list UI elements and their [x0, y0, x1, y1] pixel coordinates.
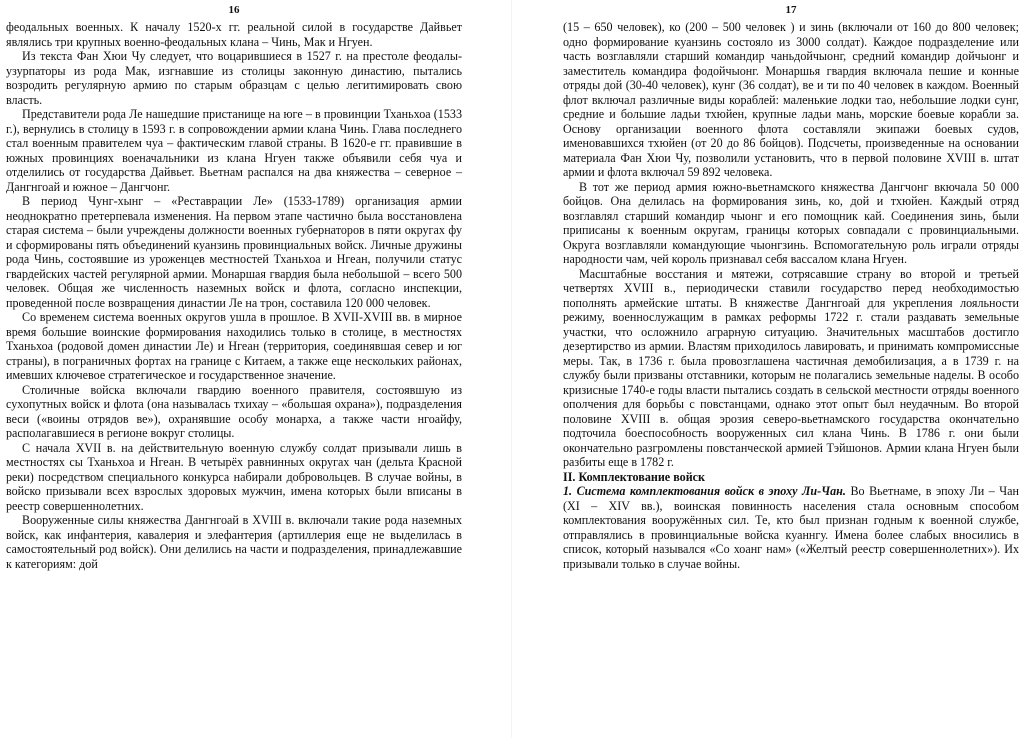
- paragraph: С начала XVII в. на действительную военную службу солдат призывали лишь в местностях сы Тханьхоа и Нгеан. В четырёх равнинных округах чан (дельта Красной реки) посредством специального конкурса набирали добровольцев. В случае войны, в войско призывали всех взрослых здоровых мужчин, имена которых были вписаны в реестр совершеннолетних.: [6, 440, 462, 513]
- paragraph: Масштабные восстания и мятежи, сотрясавшие страну во второй и третьей четвертях XVIII в., периодически ставили государство перед необходимостью пополнять армейские штаты. В княжестве Дангнгоай для укрепления лояльности режиму, военнослужащим в рамках реформы 1722 г. стали раздавать земельные участки, что осложнило аграрную ситуацию. Значительных масштабов достигло дезертирство из армии. Властям приходилось лавировать, и принимать компромиссные меры. Так, в 1736 г. была провозглашена частичная демобилизация, а в 1739 г. на службу были призваны отставники, которым не полагались земельные наделы. В особо кризисные 1740-е годы власти пытались создать в сельской местности отряды военного ополчения для борьбы с повстанцами, однако этот опыт был неудачным. Во второй половине XVIII в. общая эрозия северо-вьетнамского государства окончательно подточила боеспособность вооруженных сил клана Чинь. В 1786 г. они были окончательно разгромлены повстанческой армией Тэйшонов. Армии клана Нгуен были разбиты еще в 1782 г.: [563, 266, 1019, 469]
- page-gutter: [511, 0, 512, 738]
- subsection-paragraph: [563, 484, 1019, 571]
- paragraph: В период Чунг-хынг – «Реставрации Ле» (1533-1789) организация армии неоднократно претерпевала изменения. На первом этапе частично была восстановлена старая система – были учреждены должности военных губернаторов в пяти округах фу и сформированы пять объединений куанзинь провинциальных войск. Личные дружины рода Чинь, состоявшие из уроженцев местностей Тханьхоа и Нгеан, получили статус гвардейских частей регулярной армии. Монаршая гвардия была небольшой – всего 500 человек. Общая же численность наземных войск и флота, согласно инспекции, проведенной после возвращения династии Ле на трон, составила 120 000 человек.: [6, 194, 462, 310]
- page-number: 17: [785, 4, 797, 16]
- subsection-text: Во Вьетнаме, в эпоху Ли – Чан (XI – XIV вв.), воинская повинность населения стала основным способом комплектования вооружённых сил. Те, кто был признан годным к военной службе, отправлялись в провинциальные войска куаннгу. Имена более слабых вносились в список, который назывался «Со хоанг нам» («Желтый реестр совершеннолетних»). Их призывали только в случае войны.: [563, 484, 1019, 571]
- right-page: [563, 0, 1019, 738]
- paragraph: Столичные войска включали гвардию военного правителя, состоявшую из сухопутных войск и флота (она называлась тхихау – «большая охрана»), подразделения веси («воины отрядов ве»), охранявшие особу монарха, а также части нгоайфу, располагавшиеся в регионе вокруг столицы.: [6, 382, 462, 440]
- page-number: 16: [228, 4, 240, 16]
- paragraph: Из текста Фан Хюи Чу следует, что воцарившиеся в 1527 г. на престоле феодалы-узурпаторы из рода Мак, изгнавшие из столицы законную династию, пытались возродить регулярную армию по старым образцам с целью легитимировать свою власть.: [6, 49, 462, 107]
- paragraph: (15 – 650 человек), ко (200 – 500 человек ) и зинь (включали от 160 до 800 человек; одно формирование куанзинь состояло из 3000 солдат). Каждое подразделение или часть возглавляли старший командир чаньдойчыонг, средний командир дойчыонг и заместитель командира фодойчыонг. Монаршья гвардия включала пешие и конные отряды дой (30-40 человек), кунг (36 солдат), ве и ти по 40 человек в каждом. Военный флот включал различные виды кораблей: маленькие лодки тао, небольшие лодки сунг, средние и большие ладьи тхюйен, крупные ладьи мань, морские боевые корабли за. Основу организации военного флота составляли экипажи боевых судов, именовавшихся тхюйен (от 20 до 86 бойцов). Подсчеты, произведенные на основании материала Фан Хюи Чу, позволили установить, что в первой половине XVIII в. штат армии и флота включал 59 892 человека.: [563, 20, 1019, 179]
- paragraph: Вооруженные силы княжества Дангнгоай в XVIII в. включали такие рода наземных войск, как инфантерия, кавалерия и элефантерия (артиллерия еще не выделилась в самостоятельный род войск). Они делились на части и подразделения, принадлежавшие к категориям: дой: [6, 513, 462, 571]
- paragraph: Со временем система военных округов ушла в прошлое. В XVII-XVIII вв. в мирное время большие воинские формирования находились только в столице, в местностях Тханьхоа (родовой домен династии Ле) и Нгеан (территория, соединявшая север и юг страны), в пограничных фортах на границе с Китаем, а также еще нескольких районах, имевших ключевое стратегическое и государственное значение.: [6, 310, 462, 382]
- section-heading: II. Комплектование войск: [563, 469, 706, 484]
- paragraph: феодальных военных. К началу 1520-х гг. реальной силой в государстве Дайвьет являлись три крупных военно-феодальных клана – Чинь, Мак и Нгуен.: [6, 20, 462, 49]
- subsection-title: 1. Система комплектования войск в эпоху Ли-Чан.: [563, 484, 846, 498]
- left-page: [6, 0, 462, 738]
- paragraph: Представители рода Ле нашедшие пристанище на юге – в провинции Тханьхоа (1533 г.), вернулись в столицу в 1593 г. в сопровождении армии клана Чинь. Глава последнего стал военным правителем чуа – фактическим главой страны. В 1620-е гг. правившие в южных провинциях военачальники из клана Нгуен также объявили себя чуа и отделились от государства Дайвьет. Вьетнам распался на два княжества – северное – Дангнгоай и южное – Дангчонг.: [6, 107, 462, 194]
- paragraph: В тот же период армия южно-вьетнамского княжества Дангчонг вкючала 50 000 бойцов. Она делилась на формирования зинь, ко, дой и тхюйен. Каждый отряд возглавлял старший командир чыонг и его помощник кай. Соединения зинь, были приписаны к военным округам, границы которых совпадали с провинциальными. Округа возглавляли командующие чыонгзинь. Вспомогательную роль играли отряды народности чам, чей король признавал себя вассалом клана Нгуен.: [563, 179, 1019, 266]
